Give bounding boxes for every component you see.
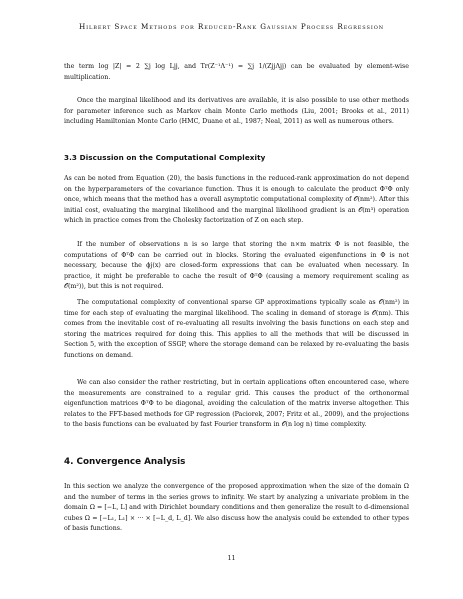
section-3-3-heading-block <box>64 153 409 163</box>
section-4-paragraph: In this section we analyze the convergence of the proposed approximation when the size of the domain Ω and the number of terms in the series grows to infinity. We start by analyzing a univariate problem in the domain Ω = [−L, L] and with Dirichlet boundary conditions and then generalize the result to d-dimensional cubes Ω = [−L₁, L₁] × ··· × [−L_d, L_d]. We also discuss how the analysis could be extended to other types of basis functions. <box>64 483 409 533</box>
section-3-3-paragraph-2: If the number of observations n is so large that storing the n×m matrix Φ is not feasible, the computations of ΦᵀΦ can be carried out in blocks. Storing the evaluated eigenfunctions in Φ is not necessary, because the ϕj(x) are closed-form expressions that can be evaluated when necessary. In practice, it might be preferable to cache the result of ΦᵀΦ (causing a memory requirement scaling as 𝒪(m²)), but this is not required. <box>64 241 409 291</box>
page-number: 11 <box>227 555 236 562</box>
marginal-likelihood-paragraph: Once the marginal likelihood and its derivatives are available, it is also possible to use other methods for parameter inference such as Markov chain Monte Carlo methods (Liu, 2001; Brooks et al., 2011) including Hamiltonian Monte Carlo (HMC, Duane et al., 1987; Neal, 2011) as well as numerous others. <box>64 97 409 126</box>
section-3-3-paragraph-1-block <box>64 174 409 227</box>
section-3-3-paragraph-4-block <box>64 378 409 431</box>
section-3-3-paragraph-1: As can be noted from Equation (20), the basis functions in the reduced-rank approximation do not depend on the hyperparameters of the covariance function. Thus it is enough to calculate the product ΦᵀΦ only once, which means that the method has a overall asymptotic computational complexity of 𝒪(nm²). After this initial cost, evaluating the marginal likelihood and the marginal likelihood gradient is an 𝒪(m³) operation which in practice comes from the Cholesky factorization of Z on each step. <box>64 175 409 225</box>
section-4-paragraph-block <box>64 482 409 535</box>
marginal-likelihood-paragraph-block <box>64 96 409 128</box>
section-3-3-paragraph-3-block <box>64 298 409 362</box>
section-4-heading: 4. Convergence Analysis <box>64 457 186 467</box>
section-3-3-paragraph-4: We can also consider the rather restricting, but in certain applications often encountered case, where the measurements are constrained to a regular grid. This causes the product of the orthonormal eigenfunction matrices ΦᵀΦ to be diagonal, avoiding the calculation of the matrix inverse altogether. This relates to the FFT-based methods for GP regression (Paciorek, 2007; Fritz et al., 2009), and the projections to the basis functions can be evaluated by fast Fourier transform in 𝒪(n log n) time complexity. <box>64 379 409 429</box>
intro-paragraph-block <box>64 62 409 83</box>
running-head: Hilbert Space Methods for Reduced-Rank Gaussian Process Regression <box>78 22 385 31</box>
intro-paragraph: the term log |Z| = 2 ∑j log Ljj, and Tr(Z⁻¹Λ⁻¹) = ∑j 1/(ZjjΛjj) can be evaluated by element-wise multiplication. <box>64 63 409 81</box>
section-3-3-paragraph-2-block <box>64 240 409 293</box>
section-4-heading-block <box>64 456 409 468</box>
section-3-3-paragraph-3: The computational complexity of conventional sparse GP approximations typically scale as 𝒪(nm²) in time for each step of evaluating the marginal likelihood. The scaling in demand of storage is 𝒪(nm). This comes from the inevitable cost of re-evaluating all results involving the basis functions on each step and storing the matrices required for doing this. This applies to all the methods that will be discussed in Section 5, with the exception of SSGP, where the storage demand can be relaxed by re-evaluating the basis functions on demand. <box>64 299 409 359</box>
section-3-3-heading: 3.3 Discussion on the Computational Complexity <box>64 153 266 162</box>
